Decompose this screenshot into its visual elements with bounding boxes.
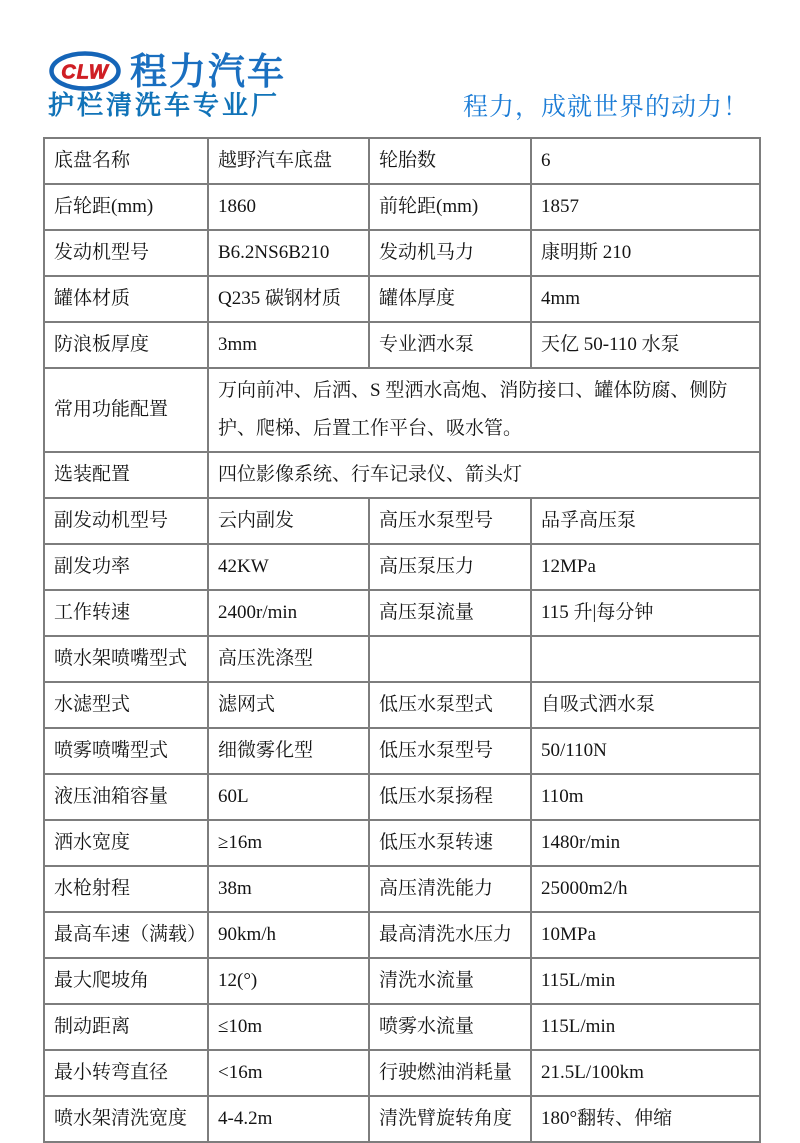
table-row <box>44 1096 760 1142</box>
spec-value-cell: 康明斯 210 <box>531 230 760 276</box>
clw-logo-icon <box>48 50 122 92</box>
spec-value-cell <box>531 636 760 682</box>
spec-value-cell: 50/110N <box>531 728 760 774</box>
spec-label-cell: 后轮距(mm) <box>44 184 208 230</box>
brand-row <box>48 50 286 92</box>
table-row <box>44 636 760 682</box>
table-row <box>44 452 760 498</box>
spec-label-cell: 行驶燃油消耗量 <box>369 1050 531 1096</box>
spec-label-cell: 高压泵压力 <box>369 544 531 590</box>
spec-label-cell: 底盘名称 <box>44 138 208 184</box>
spec-label-cell <box>369 636 531 682</box>
spec-value-cell: 四位影像系统、行车记录仪、箭头灯 <box>208 452 760 498</box>
factory-subtitle: 护栏清洗车专业厂 <box>48 90 281 120</box>
spec-value-cell: 42KW <box>208 544 369 590</box>
table-row <box>44 276 760 322</box>
spec-label-cell: 最高清洗水压力 <box>369 912 531 958</box>
spec-value-cell: 21.5L/100km <box>531 1050 760 1096</box>
spec-label-cell: 罐体厚度 <box>369 276 531 322</box>
spec-value-cell: 12MPa <box>531 544 760 590</box>
spec-label-cell: 清洗水流量 <box>369 958 531 1004</box>
spec-value-cell: 10MPa <box>531 912 760 958</box>
spec-label-cell: 选装配置 <box>44 452 208 498</box>
table-row <box>44 1004 760 1050</box>
spec-label-cell: 轮胎数 <box>369 138 531 184</box>
spec-value-cell: 品孚高压泵 <box>531 498 760 544</box>
spec-label-cell: 发动机马力 <box>369 230 531 276</box>
table-row <box>44 322 760 368</box>
spec-label-cell: 低压水泵型式 <box>369 682 531 728</box>
table-row <box>44 498 760 544</box>
spec-label-cell: 洒水宽度 <box>44 820 208 866</box>
spec-value-cell: 2400r/min <box>208 590 369 636</box>
table-row <box>44 184 760 230</box>
spec-value-cell: B6.2NS6B210 <box>208 230 369 276</box>
table-row <box>44 820 760 866</box>
spec-value-cell: 高压洗涤型 <box>208 636 369 682</box>
spec-value-cell: 越野汽车底盘 <box>208 138 369 184</box>
spec-label-cell: 最小转弯直径 <box>44 1050 208 1096</box>
table-row <box>44 774 760 820</box>
spec-label-cell: 副发动机型号 <box>44 498 208 544</box>
spec-value-cell: 4-4.2m <box>208 1096 369 1142</box>
spec-label-cell: 清洗臂旋转角度 <box>369 1096 531 1142</box>
table-row <box>44 866 760 912</box>
spec-value-cell: 115L/min <box>531 1004 760 1050</box>
spec-value-cell: 滤网式 <box>208 682 369 728</box>
spec-value-cell: 万向前冲、后洒、S 型洒水高炮、消防接口、罐体防腐、侧防护、爬梯、后置工作平台、吸水管。 <box>208 368 760 452</box>
spec-label-cell: 发动机型号 <box>44 230 208 276</box>
spec-value-cell: 6 <box>531 138 760 184</box>
spec-table-body <box>44 138 760 1142</box>
spec-label-cell: 低压水泵型号 <box>369 728 531 774</box>
spec-label-cell: 制动距离 <box>44 1004 208 1050</box>
table-row <box>44 138 760 184</box>
table-row <box>44 682 760 728</box>
table-row <box>44 728 760 774</box>
spec-value-cell: 60L <box>208 774 369 820</box>
spec-label-cell: 副发功率 <box>44 544 208 590</box>
svg-text:CLW: CLW <box>61 61 109 84</box>
spec-value-cell: 4mm <box>531 276 760 322</box>
spec-value-cell: 3mm <box>208 322 369 368</box>
spec-value-cell: 90km/h <box>208 912 369 958</box>
table-row <box>44 958 760 1004</box>
spec-label-cell: 最高车速（满载） <box>44 912 208 958</box>
spec-value-cell: 25000m2/h <box>531 866 760 912</box>
spec-label-cell: 专业洒水泵 <box>369 322 531 368</box>
spec-value-cell: 180°翻转、伸缩 <box>531 1096 760 1142</box>
spec-value-cell: 云内副发 <box>208 498 369 544</box>
spec-label-cell: 防浪板厚度 <box>44 322 208 368</box>
spec-label-cell: 喷水架清洗宽度 <box>44 1096 208 1142</box>
spec-label-cell: 高压泵流量 <box>369 590 531 636</box>
spec-label-cell: 水滤型式 <box>44 682 208 728</box>
spec-value-cell: 12(°) <box>208 958 369 1004</box>
spec-label-cell: 喷水架喷嘴型式 <box>44 636 208 682</box>
table-row <box>44 590 760 636</box>
spec-label-cell: 高压水泵型号 <box>369 498 531 544</box>
spec-label-cell: 低压水泵转速 <box>369 820 531 866</box>
spec-label-cell: 喷雾水流量 <box>369 1004 531 1050</box>
spec-value-cell: 自吸式洒水泵 <box>531 682 760 728</box>
spec-value-cell: ≤10m <box>208 1004 369 1050</box>
spec-table <box>43 137 761 1143</box>
spec-label-cell: 罐体材质 <box>44 276 208 322</box>
table-row <box>44 544 760 590</box>
brand-name: 程力汽车 <box>130 50 286 92</box>
table-row <box>44 1050 760 1096</box>
table-row <box>44 912 760 958</box>
spec-value-cell: 1857 <box>531 184 760 230</box>
table-row <box>44 368 760 452</box>
spec-value-cell: 1480r/min <box>531 820 760 866</box>
spec-label-cell: 最大爬坡角 <box>44 958 208 1004</box>
spec-value-cell: Q235 碳钢材质 <box>208 276 369 322</box>
spec-label-cell: 喷雾喷嘴型式 <box>44 728 208 774</box>
spec-value-cell: 110m <box>531 774 760 820</box>
spec-label-cell: 工作转速 <box>44 590 208 636</box>
spec-value-cell: 天亿 50-110 水泵 <box>531 322 760 368</box>
spec-label-cell: 液压油箱容量 <box>44 774 208 820</box>
spec-label-cell: 水枪射程 <box>44 866 208 912</box>
spec-value-cell: 细微雾化型 <box>208 728 369 774</box>
spec-value-cell: 38m <box>208 866 369 912</box>
spec-value-cell: ≥16m <box>208 820 369 866</box>
spec-value-cell: 115L/min <box>531 958 760 1004</box>
spec-label-cell: 低压水泵扬程 <box>369 774 531 820</box>
spec-value-cell: <16m <box>208 1050 369 1096</box>
spec-label-cell: 常用功能配置 <box>44 368 208 452</box>
spec-value-cell: 1860 <box>208 184 369 230</box>
company-slogan: 程力，成就世界的动力！ <box>463 94 750 121</box>
table-row <box>44 230 760 276</box>
spec-label-cell: 前轮距(mm) <box>369 184 531 230</box>
spec-label-cell: 高压清洗能力 <box>369 866 531 912</box>
spec-value-cell: 115 升|每分钟 <box>531 590 760 636</box>
